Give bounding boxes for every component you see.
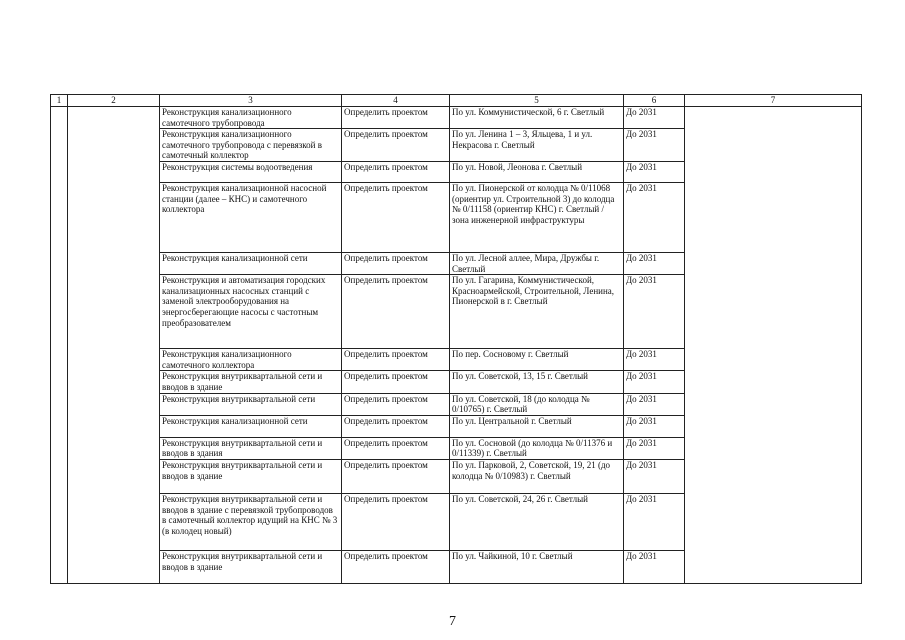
cell-c3: Реконструкция внутриквартальной сети и вводов в здание [160,550,342,583]
cell-c4: Определить проектом [342,493,450,550]
column-header-4: 4 [342,95,450,107]
cell-c4: Определить проектом [342,161,450,182]
column-header-6: 6 [624,95,685,107]
cell-c6: До 2031 [624,437,685,459]
cell-c4: Определить проектом [342,182,450,252]
column-header-5: 5 [450,95,624,107]
cell-c3: Реконструкция канализационной насосной станции (далее – КНС) и самотечного коллектора [160,182,342,252]
cell-c6: До 2031 [624,182,685,252]
cell-c4: Определить проектом [342,129,450,162]
cell-c5: По пер. Сосновому г. Светлый [450,349,624,371]
cell-c3: Реконструкция внутриквартальной сети и вводов в здание [160,459,342,493]
table-body [51,107,862,584]
cell-c6: До 2031 [624,393,685,415]
column-header-1: 1 [51,95,68,107]
cell-c6: До 2031 [624,129,685,162]
cell-c3: Реконструкция внутриквартальной сети и вводов в здание с перевязкой трубопроводов в самотечный коллектор идущий на КНС № 3 (в колодец новый) [160,493,342,550]
cell-c6: До 2031 [624,252,685,274]
column-header-3: 3 [160,95,342,107]
works-table [50,94,862,584]
cell-col2 [68,107,160,584]
cell-col1 [51,107,68,584]
cell-c6: До 2031 [624,161,685,182]
cell-c5: По ул. Центральной г. Светлый [450,415,624,437]
cell-col7 [685,107,862,584]
cell-c3: Реконструкция канализационной сети [160,252,342,274]
cell-c6: До 2031 [624,459,685,493]
cell-c3: Реконструкция канализационного самотечного коллектора [160,349,342,371]
header-row [51,95,862,107]
cell-c4: Определить проектом [342,349,450,371]
cell-c3: Реконструкция канализационного самотечного трубопровода [160,107,342,129]
cell-c4: Определить проектом [342,550,450,583]
cell-c4: Определить проектом [342,371,450,393]
cell-c6: До 2031 [624,371,685,393]
cell-c5: По ул. Советской, 24, 26 г. Светлый [450,493,624,550]
cell-c4: Определить проектом [342,437,450,459]
page-number: 7 [449,614,456,629]
cell-c4: Определить проектом [342,415,450,437]
cell-c4: Определить проектом [342,459,450,493]
cell-c6: До 2031 [624,349,685,371]
cell-c5: По ул. Советской, 18 (до колодца № 0/10765) г. Светлый [450,393,624,415]
table-row [51,107,862,129]
cell-c5: По ул. Чайкиной, 10 г. Светлый [450,550,624,583]
cell-c3: Реконструкция внутриквартальной сети и вводов в здание [160,371,342,393]
cell-c5: По ул. Парковой, 2, Советской, 19, 21 (до колодца № 0/10983) г. Светлый [450,459,624,493]
cell-c3: Реконструкция внутриквартальной сети и вводов в здания [160,437,342,459]
cell-c5: По ул. Коммунистической, 6 г. Светлый [450,107,624,129]
cell-c3: Реконструкция и автоматизация городских канализационных насосных станций с заменой электрооборудования на энергосберегающие насосы с частотным преобразователем [160,275,342,349]
cell-c5: По ул. Сосновой (до колодца № 0/11376 и 0/11339) г. Светлый [450,437,624,459]
cell-c4: Определить проектом [342,393,450,415]
cell-c5: По ул. Пионерской от колодца № 0/11068 (ориентир ул. Строительной 3) до колодца № 0/11158 (ориентир КНС) г. Светлый / зона инженерной инфраструктуры [450,182,624,252]
cell-c5: По ул. Гагарина, Коммунистической, Красноармейской, Строительной, Ленина, Пионерской в г. Светлый [450,275,624,349]
cell-c6: До 2031 [624,550,685,583]
cell-c5: По ул. Советской, 13, 15 г. Светлый [450,371,624,393]
cell-c6: До 2031 [624,275,685,349]
cell-c5: По ул. Лесной аллее, Мира, Дружбы г. Светлый [450,252,624,274]
cell-c5: По ул. Ленина 1 – 3, Яльцева, 1 и ул. Некрасова г. Светлый [450,129,624,162]
cell-c3: Реконструкция системы водоотведения [160,161,342,182]
cell-c4: Определить проектом [342,275,450,349]
cell-c6: До 2031 [624,493,685,550]
cell-c4: Определить проектом [342,252,450,274]
cell-c5: По ул. Новой, Леонова г. Светлый [450,161,624,182]
cell-c3: Реконструкция канализационной сети [160,415,342,437]
cell-c6: До 2031 [624,415,685,437]
column-header-7: 7 [685,95,862,107]
column-header-2: 2 [68,95,160,107]
cell-c3: Реконструкция внутриквартальной сети [160,393,342,415]
cell-c6: До 2031 [624,107,685,129]
cell-c4: Определить проектом [342,107,450,129]
cell-c3: Реконструкция канализационного самотечного трубопровода с перевязкой в самотечный коллектор [160,129,342,162]
